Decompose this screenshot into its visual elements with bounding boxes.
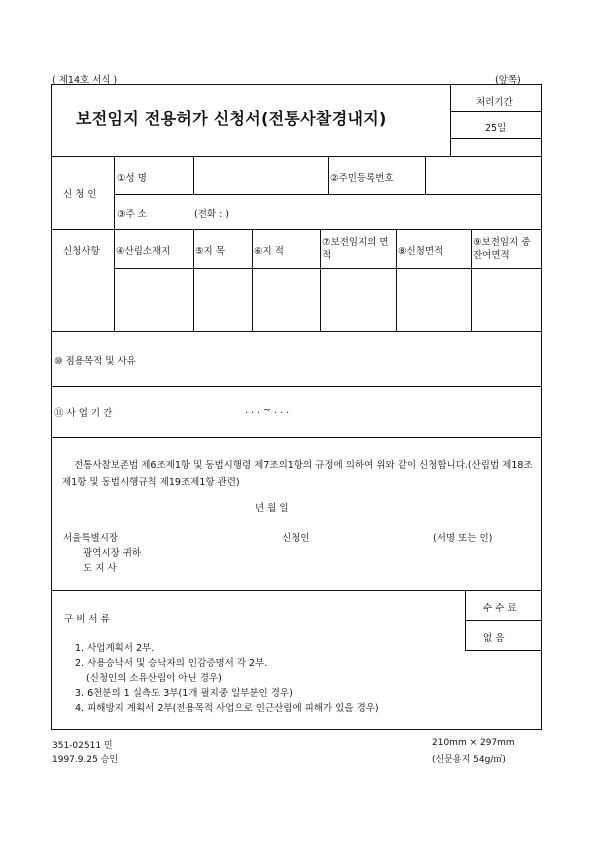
fee-label: 수 수 료 bbox=[483, 603, 517, 614]
statement-text: 전통사찰보존법 제6조제1항 및 동법시행령 제7조의1항의 규정에 의하여 위와 같이 신청합니다.(산림법 제18조제1항 및 동법시행규칙 제19조제1항 관련) bbox=[62, 460, 533, 488]
name-label: ①성 명 bbox=[117, 173, 147, 184]
divider-purpose-bottom bbox=[51, 386, 542, 387]
divider-rrn-value bbox=[425, 156, 426, 194]
col-remaining-area: ⑨보전임지 중 잔여면적 bbox=[473, 237, 531, 261]
col-land-area: ⑥지 적 bbox=[254, 246, 284, 257]
processing-period-label: 처리기간 bbox=[476, 97, 513, 108]
page-side-label: (앞쪽) bbox=[495, 75, 521, 86]
approval-date: 1997.9.25 승인 bbox=[52, 755, 119, 765]
divider-period-bottom bbox=[51, 437, 542, 438]
addressee-province: 도 지 사 bbox=[83, 563, 117, 574]
purpose-field[interactable] bbox=[160, 335, 540, 384]
divider-processing bbox=[450, 111, 542, 112]
divider-statement-bottom bbox=[51, 590, 542, 591]
signature-or-seal-label[interactable]: (서명 또는 인) bbox=[433, 533, 493, 544]
document-item: 3. 6천분의 1 실측도 3부(1개 필지중 일부분인 경우) bbox=[75, 688, 293, 699]
document-item: (신청인의 소유산림이 아닌 경우) bbox=[86, 673, 222, 684]
divider-request-bottom bbox=[51, 331, 542, 332]
date-line[interactable]: 년 월 일 bbox=[255, 503, 289, 514]
document-item: 2. 사용승낙서 및 승낙자의 인감증명서 각 2부. bbox=[75, 658, 268, 669]
divider-col-7 bbox=[320, 229, 321, 331]
divider-fee-column bbox=[465, 590, 466, 650]
addressee-seoul: 서울특별시장 bbox=[63, 533, 119, 544]
cell-reserved-area[interactable] bbox=[322, 271, 394, 329]
cell-requested-area[interactable] bbox=[398, 271, 469, 329]
name-field[interactable] bbox=[195, 160, 326, 192]
divider-label-column bbox=[114, 156, 115, 331]
divider-title-processing bbox=[450, 84, 451, 156]
phone-label: (전화 : ) bbox=[194, 209, 230, 220]
divider-fee-bottom bbox=[465, 650, 542, 651]
divider-col-6 bbox=[252, 229, 253, 331]
processing-period-value: 25일 bbox=[485, 123, 507, 134]
period-value[interactable]: . . . ~ . . . bbox=[245, 405, 290, 416]
divider-fee bbox=[465, 620, 542, 621]
fee-value: 없 음 bbox=[483, 633, 505, 644]
cell-land-category[interactable] bbox=[195, 271, 250, 329]
divider-col-8 bbox=[396, 229, 397, 331]
divider-applicant-bottom bbox=[51, 229, 542, 230]
form-code: 351-02511 민 bbox=[52, 741, 113, 751]
paper-type: (신문용지 54g/㎡) bbox=[432, 755, 506, 765]
period-label: ⑪ 사 업 기 간 bbox=[54, 408, 113, 419]
address-label: ③주 소 bbox=[117, 209, 147, 220]
paper-size: 210mm × 297mm bbox=[432, 738, 515, 748]
form-title: 보전임지 전용허가 신청서(전통사찰경내지) bbox=[76, 109, 387, 128]
col-land-category: ⑤지 목 bbox=[195, 246, 225, 257]
required-documents-label: 구 비 서 류 bbox=[64, 614, 110, 625]
applicant-signature-label: 신청인 bbox=[282, 533, 310, 544]
cell-land-area[interactable] bbox=[254, 271, 318, 329]
divider-title bbox=[51, 156, 542, 157]
purpose-label: ⑩ 점용목적 및 사유 bbox=[54, 356, 136, 367]
divider-col-9 bbox=[471, 229, 472, 331]
request-section-label: 신청사항 bbox=[63, 246, 100, 257]
divider-applicant-mid bbox=[114, 194, 542, 195]
col-reserved-area: ⑦보전임지의 면적 bbox=[322, 237, 389, 261]
addressee-metro: 광역시장 귀하 bbox=[83, 548, 142, 559]
cell-forest-location[interactable] bbox=[116, 271, 191, 329]
divider-request-header bbox=[114, 268, 542, 269]
address-field[interactable] bbox=[195, 197, 540, 227]
col-requested-area: ⑧신청면적 bbox=[398, 246, 444, 257]
divider-col-5 bbox=[193, 229, 194, 331]
col-forest-location: ④산림소재지 bbox=[116, 246, 171, 257]
document-item: 1. 사업계획서 2부. bbox=[75, 643, 155, 654]
rrn-field[interactable] bbox=[427, 160, 540, 192]
divider-name-value bbox=[193, 156, 194, 194]
form-number: ( 제14호 서식 ) bbox=[52, 75, 118, 86]
divider-processing-bottom bbox=[450, 138, 542, 139]
cell-remaining-area[interactable] bbox=[473, 271, 540, 329]
document-item: 4. 피해방지 계획서 2부(전용목적 사업으로 인근산림에 피해가 있을 경우) bbox=[75, 703, 379, 714]
rrn-label: ②주민등록번호 bbox=[330, 173, 394, 184]
divider-rrn-label bbox=[328, 156, 329, 194]
applicant-section-label: 신 청 인 bbox=[63, 189, 97, 200]
